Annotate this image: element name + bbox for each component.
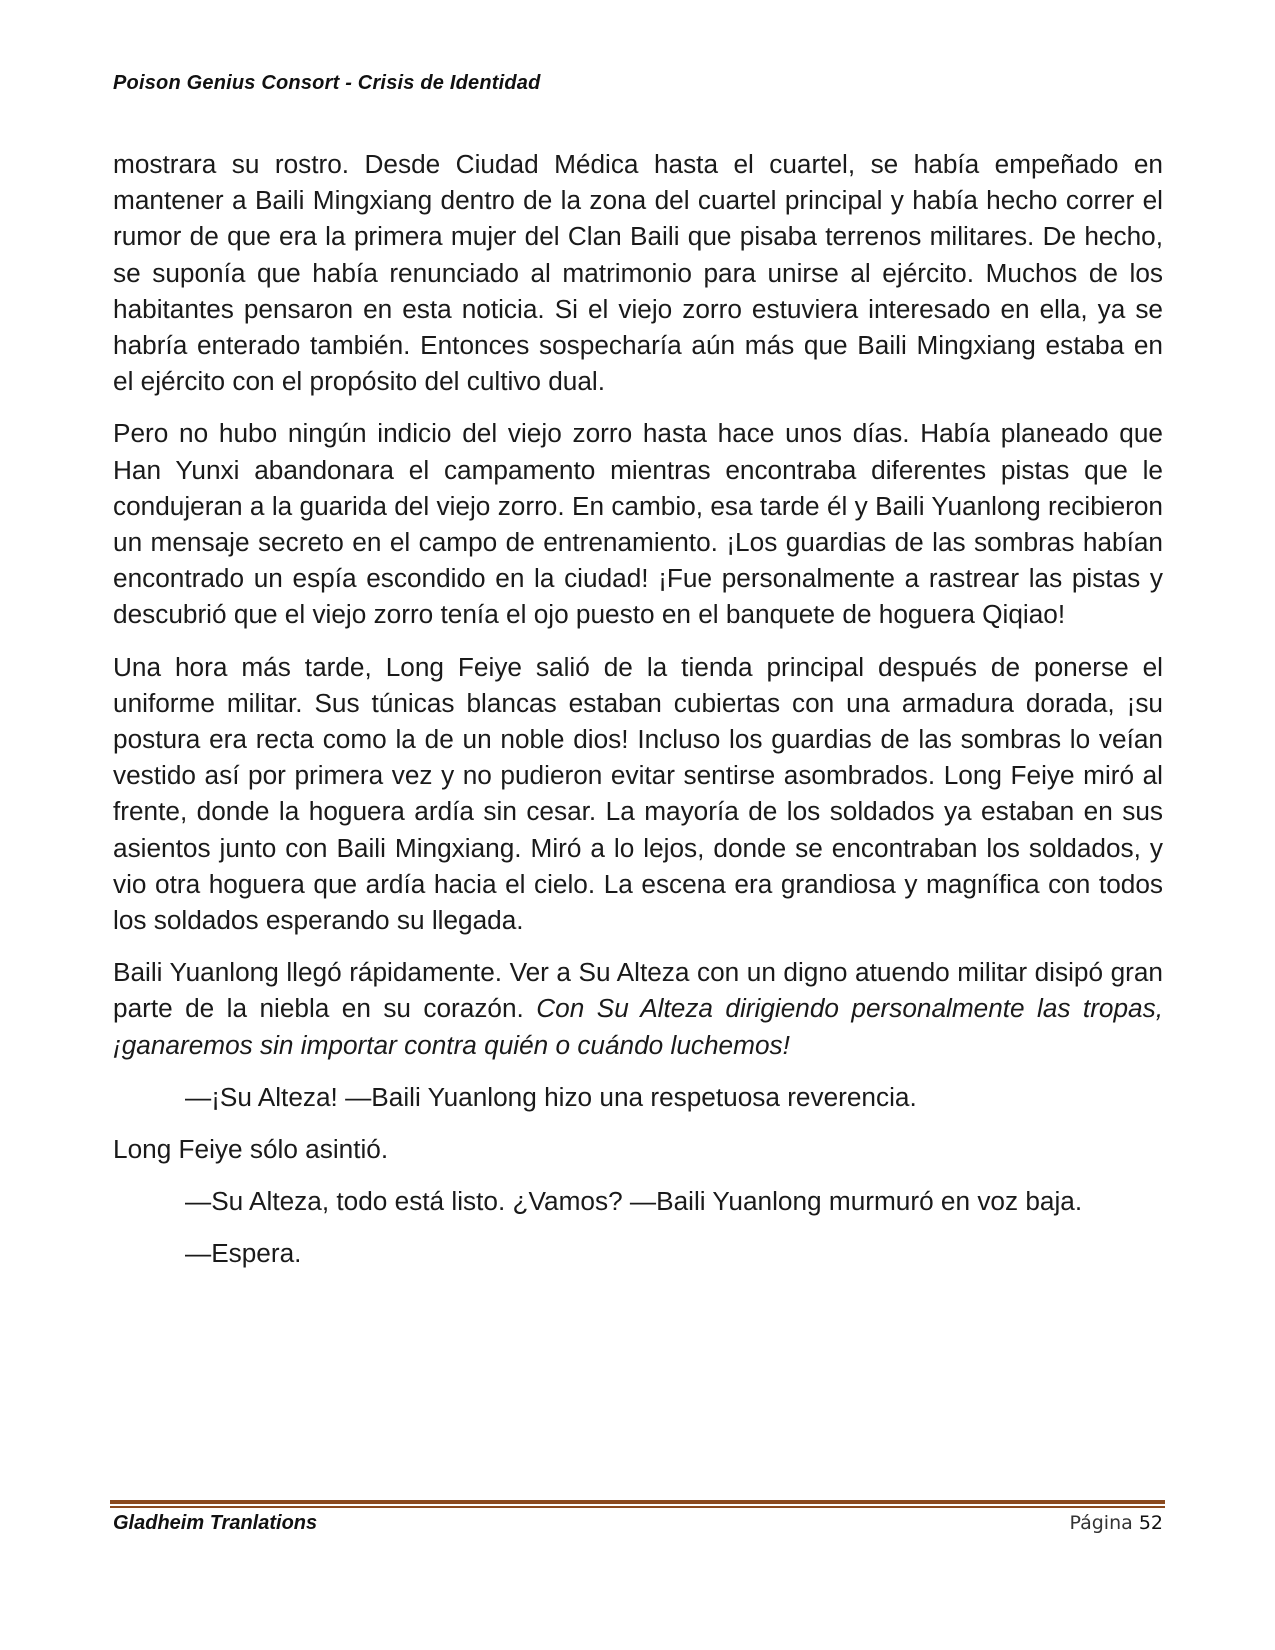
- paragraph: Una hora más tarde, Long Feiye salió de la tienda principal después de ponerse el uniforme militar. Sus túnicas blancas estaban cubiertas con una armadura dorada, ¡su postura era recta como la de un noble dios! Incluso los guardias de las sombras lo veían vestido así por primera vez y no pudieron evitar sentirse asombrados. Long Feiye miró al frente, donde la hoguera ardía sin cesar. La mayoría de los soldados ya estaban en sus asientos junto con Baili Mingxiang. Miró a lo lejos, donde se encontraban los soldados, y vio otra hoguera que ardía hacia el cielo. La escena era grandiosa y magnífica con todos los soldados esperando su llegada.: [113, 651, 1163, 936]
- paragraph: [113, 954, 1163, 1063]
- dialogue-paragraph: —Espera.: [185, 1238, 302, 1269]
- running-header: Poison Genius Consort - Crisis de Identidad: [113, 72, 541, 94]
- footer-divider-thin: [110, 1506, 1165, 1508]
- body-text: [113, 146, 1163, 1288]
- dialogue-paragraph: —Su Alteza, todo está listo. ¿Vamos? —Baili Yuanlong murmuró en voz baja.: [185, 1186, 1083, 1217]
- page-number: 52: [1138, 1512, 1163, 1534]
- paragraph: Long Feiye sólo asintió.: [113, 1134, 389, 1165]
- footer-page-number: [1069, 1512, 1163, 1534]
- paragraph: Pero no hubo ningún indicio del viejo zorro hasta hace unos días. Había planeado que Han Yunxi abandonara el campamento mientras encontraba diferentes pistas que le condujeran a la guarida del viejo zorro. En cambio, esa tarde él y Baili Yuanlong recibieron un mensaje secreto en el campo de entrenamiento. ¡Los guardias de las sombras habían encontrado un espía escondido en la ciudad! ¡Fue personalmente a rastrear las pistas y descubrió que el viejo zorro tenía el ojo puesto en el banquete de hoguera Qiqiao!: [113, 418, 1163, 630]
- paragraph-text: Baili Yuanlong llegó rápidamente. Ver a Su Alteza con un digno atuendo militar disipó gran parte de la niebla en su corazón.: [113, 957, 1163, 1024]
- footer-publisher: Gladheim Tranlations: [113, 1512, 318, 1534]
- page-label: Página: [1069, 1512, 1133, 1534]
- italic-thought: Con Su Alteza dirigiendo personalmente las tropas, ¡ganaremos sin importar contra quién o cuándo luchemos!: [113, 993, 1163, 1060]
- paragraph: mostrara su rostro. Desde Ciudad Médica hasta el cuartel, se había empeñado en mantener a Baili Mingxiang dentro de la zona del cuartel principal y había hecho correr el rumor de que era la primera mujer del Clan Baili que pisaba terrenos militares. De hecho, se suponía que había renunciado al matrimonio para unirse al ejército. Muchos de los habitantes pensaron en esta noticia. Si el viejo zorro estuviera interesado en ella, ya se habría enterado también. Entonces sospecharía aún más que Baili Mingxiang estaba en el ejército con el propósito del cultivo dual.: [113, 149, 1163, 397]
- dialogue-paragraph: —¡Su Alteza! —Baili Yuanlong hizo una respetuosa reverencia.: [185, 1081, 917, 1112]
